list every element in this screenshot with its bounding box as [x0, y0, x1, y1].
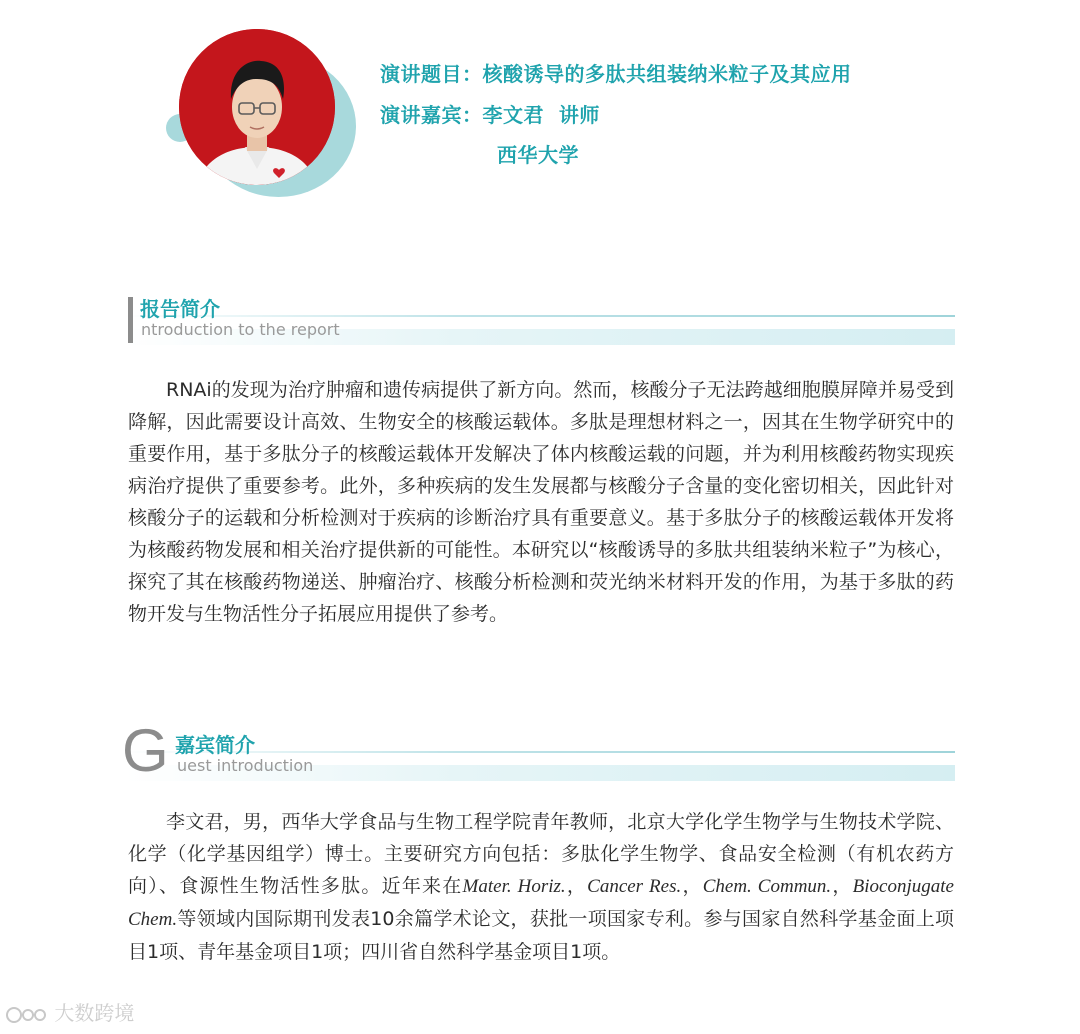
talk-guest-label: 演讲嘉宾：: [380, 103, 483, 127]
watermark-text: 大数跨境: [54, 1001, 135, 1025]
journal-name: Cancer Res.: [587, 876, 682, 897]
guest-intro-header: [122, 717, 955, 785]
talk-guest-line: [380, 102, 600, 128]
report-intro-subtitle: ntroduction to the report: [141, 320, 340, 339]
watermark-logo-icon: [6, 1004, 48, 1026]
guest-intro-body: [128, 806, 954, 968]
guest-body-part-b: 等领域内国际期刊发表10余篇学术论文，获批一项国家专利。参与国家自然科学基金面上项目1项、青年基金项目1项；四川省自然科学基金项目1项。: [128, 908, 954, 963]
guest-intro-subtitle: uest introduction: [177, 756, 314, 775]
section-big-letter: G: [122, 717, 169, 784]
report-intro-header: [125, 297, 955, 349]
report-intro-title: 报告简介: [140, 297, 220, 321]
separator: ，: [681, 875, 703, 897]
speaker-photo: [179, 29, 335, 185]
guest-body-part-a: 李文君，男，西华大学食品与生物工程学院青年教师，北京大学化学生物学与生物技术学院、化学（化学基因组学）博士。主要研究方向包括：多肽化学生物学、食品安全检测（有机农药方向）、食源性生物活性多肽。近年来在: [128, 811, 954, 897]
guest-intro-title: 嘉宾简介: [175, 733, 255, 757]
journal-name: Chem. Commun.: [702, 876, 832, 897]
journal-name: Mater. Horiz.: [462, 876, 566, 897]
talk-title-line: [380, 61, 852, 87]
section-vertical-bar: [128, 297, 133, 343]
section-rule: [125, 315, 955, 317]
separator: ，: [831, 875, 853, 897]
talk-title: 核酸诱导的多肽共组装纳米粒子及其应用: [482, 62, 852, 86]
separator: ，: [565, 875, 588, 897]
watermark: [6, 997, 134, 1026]
journal-name: Bioconjugate Chem.: [128, 876, 954, 930]
report-intro-body: RNAi的发现为治疗肿瘤和遗传病提供了新方向。然而，核酸分子无法跨越细胞膜屏障并易受到降解，因此需要设计高效、生物安全的核酸运载体。多肽是理想材料之一，因其在生物学研究中的重要作用，基于多肽分子的核酸运载体开发解决了体内核酸运载的问题，并为利用核酸药物实现疾病治疗提供了重要参考。此外，多种疾病的发生发展都与核酸分子含量的变化密切相关，因此针对核酸分子的运载和分析检测对于疾病的诊断治疗具有重要意义。基于多肽分子的核酸运载体开发将为核酸药物发展和相关治疗提供新的可能性。本研究以“核酸诱导的多肽共组装纳米粒子”为核心，探究了其在核酸药物递送、肿瘤治疗、核酸分析检测和荧光纳米材料开发的作用，为基于多肽的药物开发与生物活性分子拓展应用提供了参考。: [128, 379, 954, 625]
talk-title-label: 演讲题目：: [380, 62, 483, 86]
speaker-affiliation: 西华大学: [497, 143, 579, 167]
talk-guest: 李文君 讲师: [482, 103, 600, 127]
